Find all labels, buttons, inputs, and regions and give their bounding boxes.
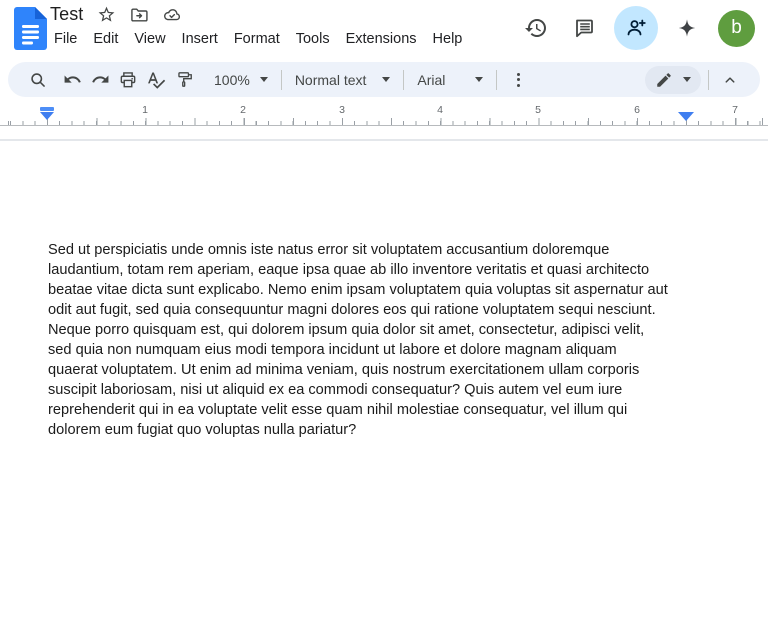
ruler-number: 6 [634, 104, 640, 116]
document-text-line[interactable]: dolorem eum fugiat quo voluptas nulla pariatur? [48, 422, 357, 438]
document-text-line[interactable]: laudantium, totam rem aperiam, eaque ipsa quae ab illo inventore veritatis et quasi architecto [48, 262, 650, 278]
ruler-number: 1 [142, 104, 148, 116]
first-line-indent-marker[interactable] [40, 107, 54, 111]
share-person-add-icon [624, 16, 648, 40]
gemini-sparkle-icon [674, 15, 700, 41]
search-icon [28, 70, 48, 90]
share-button[interactable] [614, 6, 658, 50]
redo-icon [91, 70, 110, 89]
paragraph-style-value: Normal text [294, 71, 367, 88]
hide-menus-button[interactable] [716, 66, 744, 94]
chevron-down-icon [683, 77, 691, 82]
document-page[interactable] [0, 141, 768, 617]
font-family-value: Arial [417, 71, 446, 88]
toolbar-divider [708, 70, 709, 90]
menu-bar [46, 28, 470, 50]
menu-item[interactable]: Tools [288, 28, 338, 50]
pencil-edit-mode-icon [655, 71, 673, 89]
document-text-line[interactable]: Neque porro quisquam est, qui dolorem ipsum quia dolor sit amet, consectetur, adipisci velit, [48, 322, 645, 338]
collapse-toolbar-icon [721, 71, 739, 89]
left-margin-triangle[interactable] [40, 112, 54, 120]
document-title[interactable]: Test [50, 4, 84, 24]
menu-item[interactable]: Format [226, 28, 288, 50]
ruler-number: 3 [339, 104, 345, 116]
chevron-down-icon [382, 77, 390, 82]
right-indent-marker[interactable] [678, 112, 694, 121]
app-header [0, 0, 768, 56]
header-actions [516, 4, 755, 52]
paint-format-icon [175, 70, 194, 89]
undo-button[interactable] [58, 66, 86, 94]
chevron-down-icon [475, 77, 483, 82]
ruler-numbers [0, 103, 768, 126]
docs-logo-icon[interactable] [14, 7, 47, 50]
document-paragraph[interactable] [48, 240, 696, 440]
toolbar-divider [496, 70, 497, 90]
more-toolbar-options-button[interactable] [504, 66, 532, 94]
paint-format-button[interactable] [170, 66, 198, 94]
gemini-button[interactable] [667, 8, 707, 48]
ruler-number: 7 [732, 104, 738, 116]
ruler-number: 2 [240, 104, 246, 116]
document-text-line[interactable]: odit aut fugit, sed quia consequuntur magni dolores eos qui ratione voluptatem sequi nesciunt. [48, 302, 656, 318]
menu-item[interactable]: View [126, 28, 173, 50]
ruler[interactable] [0, 103, 768, 126]
undo-icon [63, 70, 82, 89]
more-options-icon [517, 73, 520, 87]
document-text-line[interactable]: quaerat voluptatem. Ut enim ad minima veniam, quis nostrum exercitationem ullam corporis [48, 362, 640, 378]
document-text-line[interactable]: beatae vitae dicta sunt explicabo. Nemo enim ipsam voluptatem quia voluptas sit aspernatur aut [48, 282, 668, 298]
menu-item[interactable]: File [46, 28, 85, 50]
chevron-down-icon [260, 77, 268, 82]
toolbar-divider [281, 70, 282, 90]
print-button[interactable] [114, 66, 142, 94]
ruler-number: 5 [535, 104, 541, 116]
document-title-row [50, 4, 182, 25]
zoom-value: 100% [214, 71, 250, 88]
left-indent-marker[interactable] [39, 107, 55, 120]
document-text-line[interactable]: reprehenderit qui in ea voluptate velit esse quam nihil molestiae consequatur, vel illum qui [48, 402, 628, 418]
paragraph-style-select[interactable] [289, 66, 397, 94]
menu-item[interactable]: Insert [174, 28, 226, 50]
spellcheck-icon [146, 70, 166, 90]
document-text-line[interactable]: sed quia non numquam eius modi tempora incidunt ut labore et dolore magnam aliquam [48, 342, 617, 358]
search-menus-button[interactable] [24, 66, 52, 94]
menu-item[interactable]: Help [425, 28, 471, 50]
font-family-select[interactable] [411, 66, 489, 94]
editing-mode-button[interactable] [645, 66, 701, 94]
comments-button[interactable] [565, 8, 605, 48]
version-history-icon [524, 16, 548, 40]
spellcheck-button[interactable] [142, 66, 170, 94]
document-text-line[interactable]: Sed ut perspiciatis unde omnis iste natus error sit voluptatem accusantium doloremque [48, 242, 610, 258]
star-icon[interactable] [96, 5, 116, 25]
menu-item[interactable]: Extensions [338, 28, 425, 50]
zoom-select[interactable] [208, 66, 274, 94]
print-icon [118, 70, 138, 90]
comments-icon [573, 16, 597, 40]
toolbar-divider [403, 70, 404, 90]
move-folder-icon[interactable] [129, 5, 149, 25]
cloud-saved-icon[interactable] [162, 5, 182, 25]
menu-item[interactable]: Edit [85, 28, 126, 50]
version-history-button[interactable] [516, 8, 556, 48]
toolbar [8, 62, 760, 97]
redo-button[interactable] [86, 66, 114, 94]
ruler-number: 4 [437, 104, 443, 116]
avatar-letter: b [731, 17, 742, 38]
document-text-line[interactable]: suscipit laboriosam, nisi ut aliquid ex ea commodi consequatur? Quis autem vel eum iure [48, 382, 623, 398]
account-avatar[interactable] [718, 10, 755, 47]
